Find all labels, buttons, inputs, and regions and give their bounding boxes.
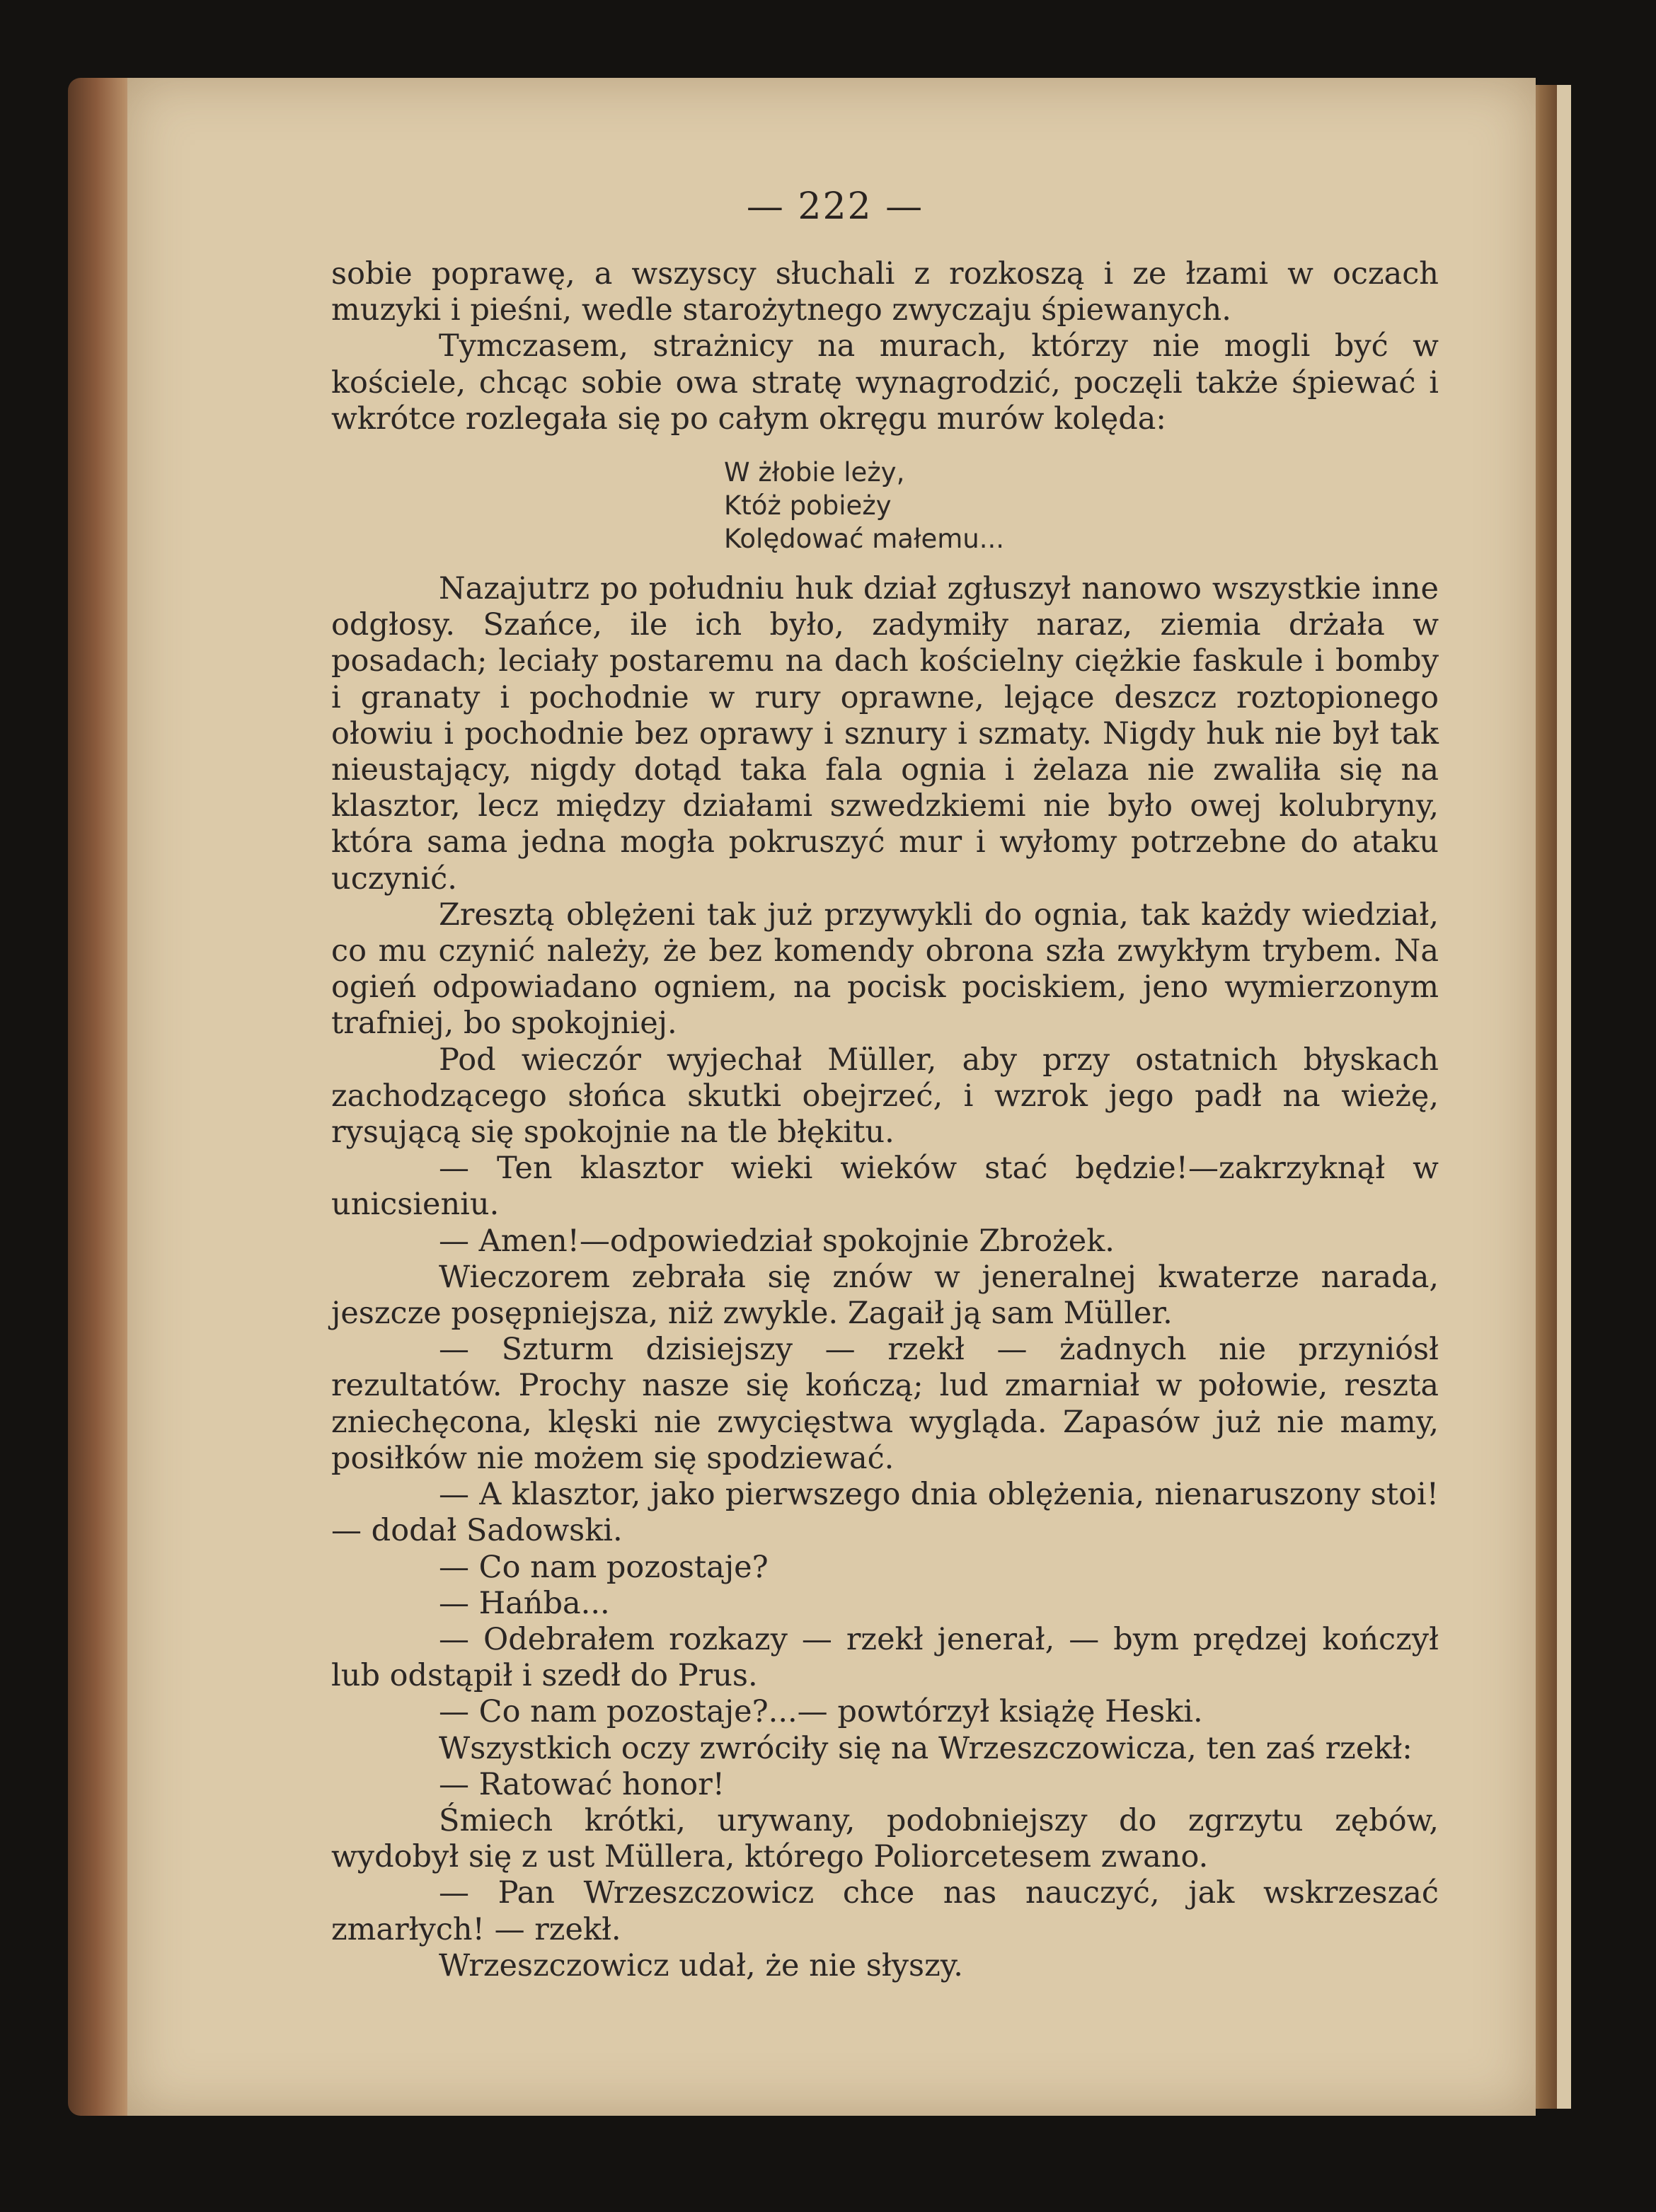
verse-line: W żłobie leży, [724, 457, 905, 488]
paragraph: — Co nam pozostaje?...— powtórzył książę Heski. [439, 1694, 1203, 1730]
paragraph: — Ten klasztor wieki wieków stać będzie!—zakrzyknął w unicsieniu. [331, 1151, 1439, 1223]
paragraph: Zresztą oblężeni tak już przywykli do ognia, tak każdy wiedział, co mu czynić należy, że bez komendy obrona szła zwykłym trybem. Na ogień odpowiadano ogniem, na pocisk pociskiem, jeno wymierzonym trafniej, bo spokojniej. [331, 897, 1439, 1042]
carol-verse [724, 456, 1439, 555]
paragraph: — Odebrałem rozkazy — rzekł jenerał, — bym prędzej kończył lub odstąpił i szedł do Prus. [331, 1621, 1439, 1694]
paragraph: Śmiech krótki, urywany, podobniejszy do zgrzytu zębów, wydobył się z ust Müllera, którego Poliorcetesem zwano. [331, 1802, 1439, 1875]
paragraph: — Amen!—odpowiedział spokojnie Zbrożek. [439, 1223, 1115, 1259]
verse-line: Któż pobieży [724, 490, 892, 522]
paragraph: — Szturm dzisiejszy — rzekł — żadnych nie przyniósł rezultatów. Prochy nasze się kończą; lud zmarniał w połowie, reszta zniechęcona, klęski nie zwycięstwa wygląda. Zapasów już nie mamy, posiłków nie możem się spodziewać. [331, 1332, 1439, 1476]
paragraph: — Ratować honor! [439, 1766, 725, 1802]
paragraph: Nazajutrz po południu huk dział zgłuszył nanowo wszystkie inne odgłosy. Szańce, ile ich było, zadymiły naraz, ziemia drżała w posadach; leciały postaremu na dach kościelny ciężkie faskule i bomby i granaty i pochodnie w rury oprawne, lejące deszcz roztopionego ołowiu i pochodnie bez oprawy i sznury i szmaty. Nigdy huk nie był tak nieustający, nigdy dotąd taka fala ognia i żelaza nie zwaliła się na klasztor, lecz między działami szwedzkiemi nie było owej kolubryny, która sama jedna mogła pokruszyć mur i wyłomy potrzebne do ataku uczynić. [331, 571, 1439, 897]
paragraph: — Pan Wrzeszczowicz chce nas nauczyć, jak wskrzeszać zmarłych! — rzekł. [331, 1875, 1439, 1947]
paragraph: Wszystkich oczy zwróciły się na Wrzeszczowicza, ten zaś rzekł: [439, 1730, 1413, 1766]
paragraph: Tymczasem, strażnicy na murach, którzy nie mogli być w kościele, chcąc sobie owa stratę wynagrodzić, poczęli także śpiewać i wkrótce rozlegała się po całym okręgu murów kolęda: [331, 328, 1439, 437]
paragraph: — Co nam pozostaje? [439, 1549, 769, 1585]
paragraph: sobie poprawę, a wszyscy słuchali z rozkoszą i ze łzami w oczach muzyki i pieśni, wedle starożytnego zwyczaju śpiewanych. [331, 256, 1439, 328]
page-number: — 222 — [746, 185, 924, 228]
paragraph: — A klasztor, jako pierwszego dnia oblężenia, nienaruszony stoi! — dodał Sadowski. [331, 1477, 1439, 1549]
facing-page-edge [1557, 85, 1571, 2109]
paragraph: — Hańba... [439, 1585, 610, 1621]
paragraph: Pod wieczór wyjechał Müller, aby przy ostatnich błyskach zachodzącego słońca skutki obejrzeć, i wzrok jego padł na wieżę, rysującą się spokojnie na tle błękitu. [331, 1042, 1439, 1151]
page-text [331, 256, 1439, 1984]
paragraphs-before-verse [331, 256, 1439, 437]
verse-line: Kolędować małemu... [724, 524, 1005, 555]
paragraphs-after-verse [331, 571, 1439, 1984]
paragraph: Wrzeszczowicz udał, że nie słyszy. [439, 1947, 963, 1983]
paragraph: Wieczorem zebrała się znów w jeneralnej kwaterze narada, jeszcze posępniejsza, niż zwykle. Zagaił ją sam Müller. [331, 1259, 1439, 1332]
